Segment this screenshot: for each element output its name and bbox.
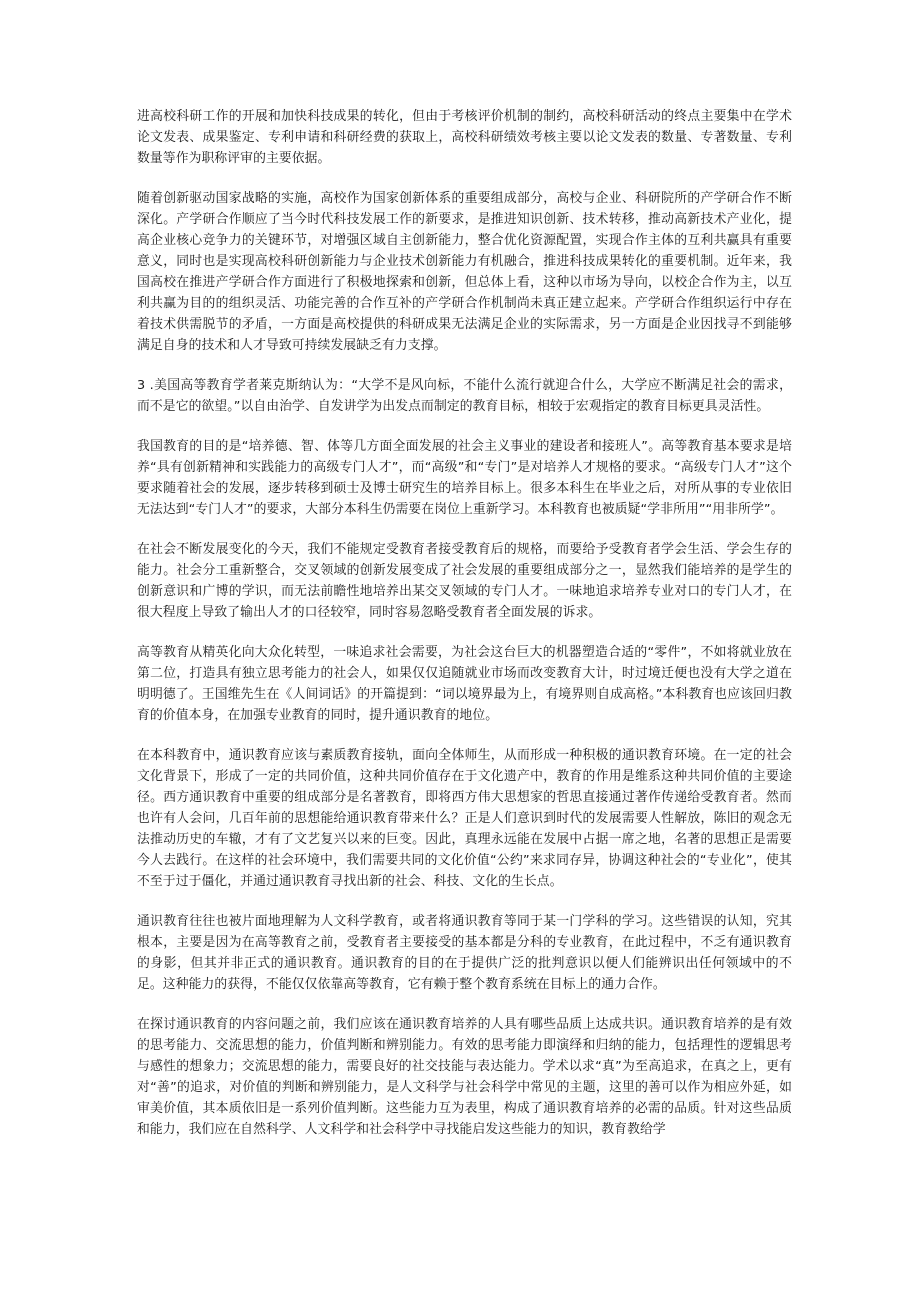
- document-body: [137, 106, 792, 1159]
- paragraph-8: 通识教育往往也被片面地理解为人文科学教育，或者将通识教育等同于某一门学科的学习。这些错误的认知，究其根本，主要是因为在高等教育之前，受教育者主要接受的基本都是分科的专业教育，在此过程中，不乏有通识教育的身影，但其并非正式的通识教育。通识教育的目的在于提供广泛的批判意识以便人们能辨识出任何领域中的不足。这种能力的获得，不能仅仅依靠高等教育，它有赖于整个教育系统在目标上的通力合作。: [137, 914, 792, 992]
- paragraph-4: 我国教育的目的是“培养德、智、体等几方面全面发展的社会主义事业的建设者和接班人”。高等教育基本要求是培养“具有创新精神和实践能力的高级专门人才”，而“高级”和“专门”是对培养人才规格的要求。“高级专门人才”这个要求随着社会的发展，逐步转移到硕士及博士研究生的培养目标上。很多本科生在毕业之后，对所从事的专业依旧无法达到“专门人才”的要求，大部分本科生仍需要在岗位上重新学习。本科教育也被质疑“学非所用”“用非所学”。: [137, 439, 792, 517]
- paragraph-7: 在本科教育中，通识教育应该与素质教育接轨，面向全体师生，从而形成一种积极的通识教育环境。在一定的社会文化背景下，形成了一定的共同价值，这种共同价值存在于文化遗产中，教育的作用是维系这种共同价值的主要途径。西方通识教育中重要的组成部分是名著教育，即将西方伟大思想家的哲思直接通过著作传递给受教育者。然而也许有人会问，几百年前的思想能给通识教育带来什么？正是人们意识到时代的发展需要人性解放，陈旧的观念无法推动历史的车辙，才有了文艺复兴以来的巨变。因此，真理永远能在发展中占据一席之地，名著的思想正是需要今人去践行。在这样的社会环境中，我们需要共同的文化价值“公约”来求同存异，协调这种社会的“专业化”，使其不至于过于僵化，并通过通识教育寻找出新的社会、科技、文化的生长点。: [137, 748, 792, 889]
- paragraph-3: 3 .美国高等教育学者莱克斯纳认为：“大学不是风向标，不能什么流行就迎合什么，大学应不断满足社会的需求，而不是它的欲望。”以自由治学、自发讲学为出发点而制定的教育目标，相较于宏观指定的教育目标更具灵活性。: [137, 378, 792, 414]
- paragraph-1: 进高校科研工作的开展和加快科技成果的转化，但由于考核评价机制的制约，高校科研活动的终点主要集中在学术论文发表、成果鉴定、专利申请和科研经费的获取上，高校科研绩效考核主要以论文发表的数量、专著数量、专利数量等作为职称评审的主要依据。: [137, 109, 792, 166]
- paragraph-9: 在探讨通识教育的内容问题之前，我们应该在通识教育培养的人具有哪些品质上达成共识。通识教育培养的是有效的思考能力、交流思想的能力，价值判断和辨别能力。有效的思考能力即演绎和归纳的能力，包括理性的逻辑思考与感性的想象力；交流思想的能力，需要良好的社交技能与表达能力。学术以求“真”为至高追求，在真之上，更有对“善”的追求，对价值的判断和辨别能力，是人文科学与社会科学中常见的主题，这里的善可以作为相应外延，如审美价值，其本质依旧是一系列价值判断。这些能力互为表里，构成了通识教育培养的必需的品质。针对这些品质和能力，我们应在自然科学、人文科学和社会科学中寻找能启发这些能力的知识，教育教给学: [137, 1017, 792, 1137]
- paragraph-5: 在社会不断发展变化的今天，我们不能规定受教育者接受教育后的规格，而要给予受教育者学会生活、学会生存的能力。社会分工重新整合，交叉领域的创新发展变成了社会发展的重要组成部分之一，显然我们能培养的是学生的创新意识和广博的学识，而无法前瞻性地培养出某交叉领域的专门人才。一味地追求培养专业对口的专门人才，在很大程度上导致了输出人才的口径较窄，同时容易忽略受教育者全面发展的诉求。: [137, 542, 792, 620]
- paragraph-2: 随着创新驱动国家战略的实施，高校作为国家创新体系的重要组成部分，高校与企业、科研院所的产学研合作不断深化。产学研合作顺应了当今时代科技发展工作的新要求，是推进知识创新、技术转移，推动高新技术产业化，提高企业核心竞争力的关键环节，对增强区域自主创新能力，整合优化资源配置，实现合作主体的互利共赢具有重要意义，同时也是实现高校科研创新能力与企业技术创新能力有机融合，推进科技成果转化的重要机制。近年来，我国高校在推进产学研合作方面进行了积极地探索和创新，但总体上看，这种以市场为导向，以校企合作为主，以互利共赢为目的的组织灵活、功能完善的合作互补的产学研合作机制尚未真正建立起来。产学研合作组织运行中存在着技术供需脱节的矛盾，一方面是高校提供的科研成果无法满足企业的实际需求，另一方面是企业因找寻不到能够满足自身的技术和人才导致可持续发展缺乏有力支撑。: [137, 191, 792, 353]
- paragraph-6: 高等教育从精英化向大众化转型，一味追求社会需要，为社会这台巨大的机器塑造合适的“零件”，不如将就业放在第二位，打造具有独立思考能力的社会人，如果仅仅追随就业市场而改变教育大计，时过境迁便也没有大学之道在明明德了。王国维先生在《人间词话》的开篇提到：“词以境界最为上，有境界则自成高格。”本科教育也应该回归教育的价值本身，在加强专业教育的同时，提升通识教育的地位。: [137, 645, 792, 723]
